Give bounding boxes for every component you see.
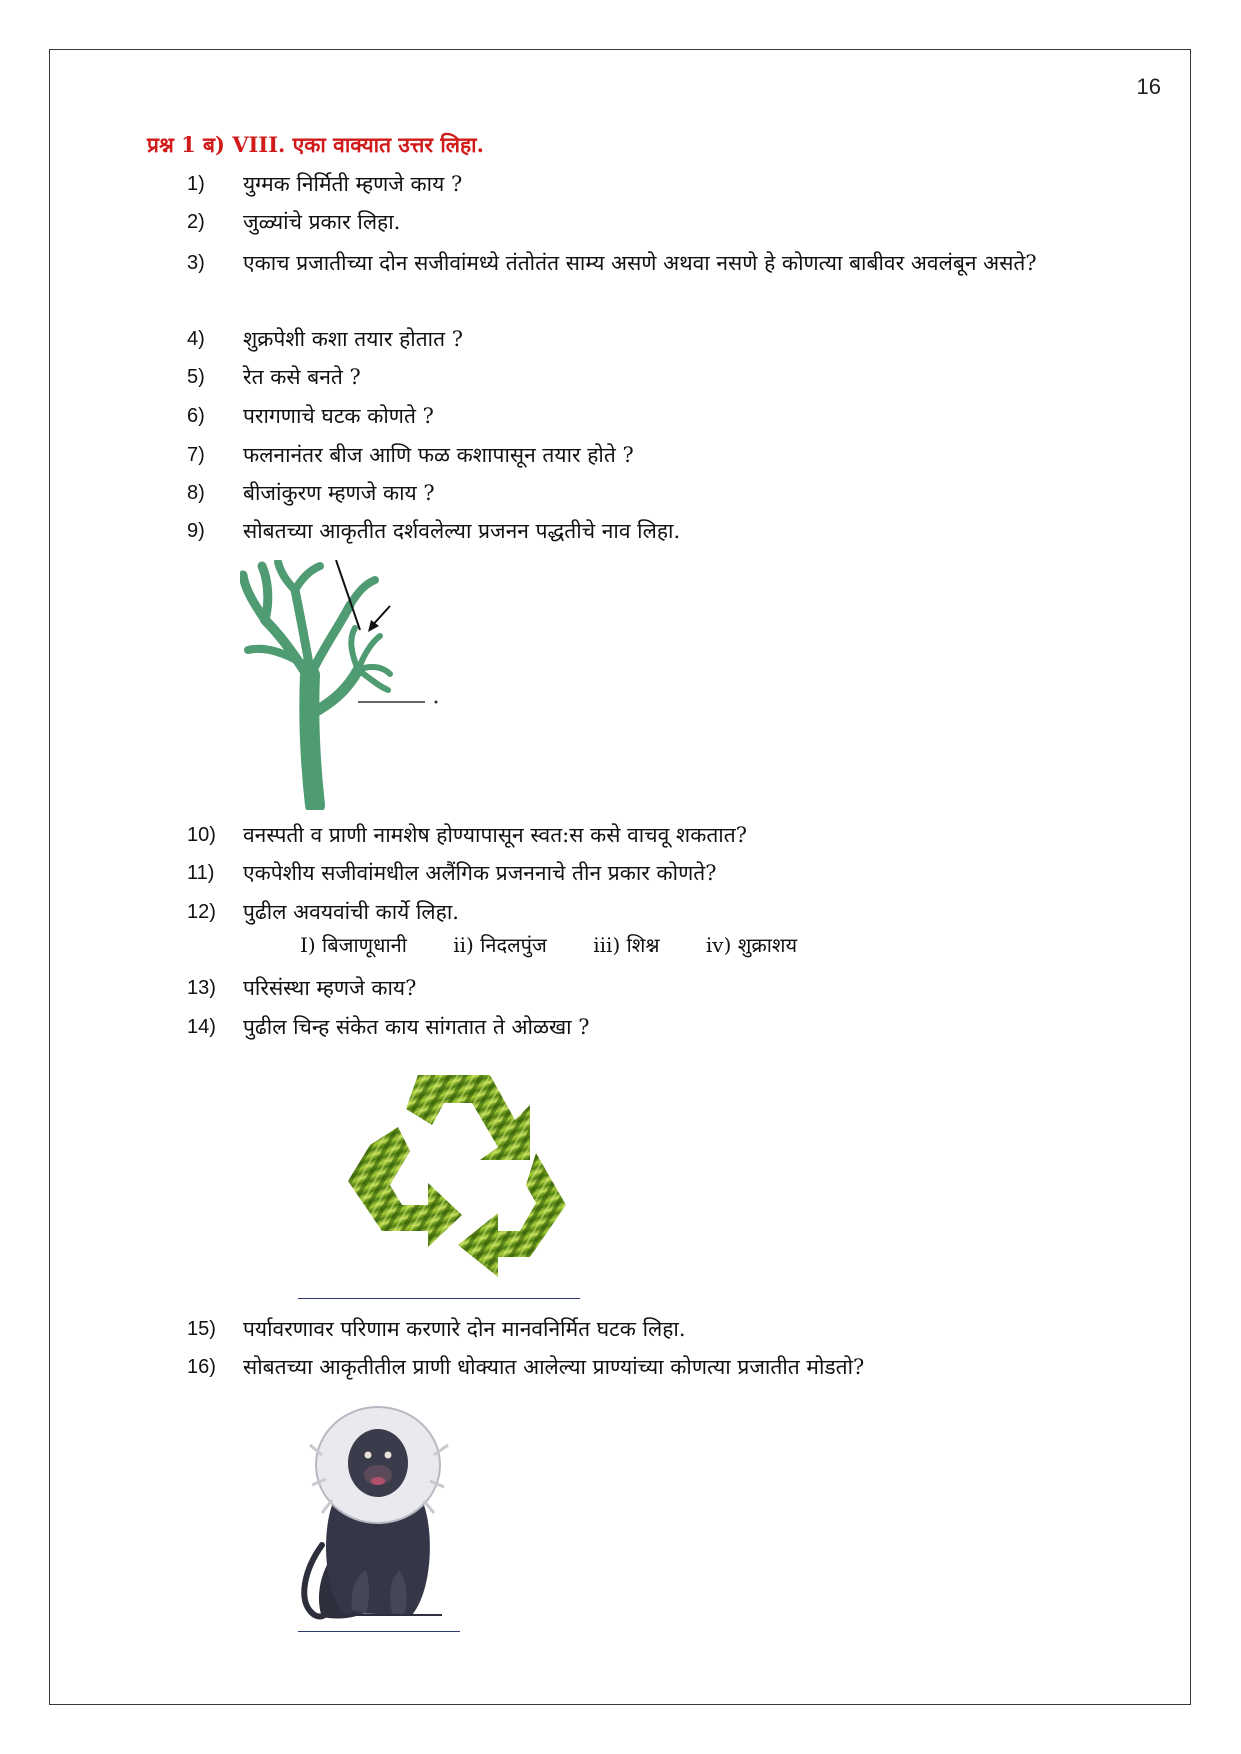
organ-item: I) बिजाणूधानी	[300, 933, 407, 957]
question-number: 12)	[187, 901, 216, 923]
question-text: परागणाचे घटक कोणते ?	[243, 404, 434, 428]
question-number: 1)	[187, 173, 205, 195]
question-text: बीजांकुरण म्हणजे काय ?	[243, 481, 435, 505]
question-text: रेत कसे बनते ?	[243, 365, 361, 389]
hydra-budding-illustration	[240, 560, 450, 810]
question-text: एकपेशीय सजीवांमधील अलैंगिक प्रजननाचे तीन प्रकार कोणते?	[243, 861, 717, 885]
question-text: एकाच प्रजातीच्या दोन सजीवांमध्ये तंतोतंत साम्य असणे अथवा नसणे हे कोणत्या बाबीवर अवलंबून असते?	[243, 251, 1037, 275]
question-number: 7)	[187, 444, 205, 466]
question-number: 16)	[187, 1356, 216, 1378]
question-number: 13)	[187, 977, 216, 999]
organ-item: iii) शिश्न	[593, 933, 660, 957]
question-number: 11)	[187, 862, 215, 884]
question-text: सोबतच्या आकृतीतील प्राणी धोक्यात आलेल्या प्राण्यांच्या कोणत्या प्रजातीत मोडतो?	[243, 1355, 865, 1379]
organ-item: iv) शुक्राशय	[705, 933, 798, 957]
organ-list	[300, 931, 837, 958]
question-text: पर्यावरणावर परिणाम करणारे दोन मानवनिर्मित घटक लिहा.	[243, 1317, 686, 1341]
lion-tailed-macaque-illustration	[292, 1395, 467, 1625]
answer-line	[298, 1298, 580, 1299]
organ-item: ii) निदलपुंज	[453, 933, 547, 957]
question-number: 6)	[187, 405, 205, 427]
question-number: 3)	[187, 252, 205, 274]
question-text: फलनानंतर बीज आणि फळ कशापासून तयार होते ?	[243, 443, 634, 467]
question-number: 14)	[187, 1016, 216, 1038]
question-number: 15)	[187, 1318, 216, 1340]
question-text: शुक्रपेशी कशा तयार होतात ?	[243, 327, 464, 351]
question-number: 9)	[187, 520, 205, 542]
recycle-symbol-illustration	[340, 1065, 580, 1285]
question-number: 10)	[187, 824, 216, 846]
question-number: 5)	[187, 366, 205, 388]
question-number: 8)	[187, 482, 205, 504]
question-text: वनस्पती व प्राणी नामशेष होण्यापासून स्वत:स कसे वाचवू शकतात?	[243, 823, 747, 847]
section-heading: प्रश्न 1 ब) VIII. एका वाक्यात उत्तर लिहा.	[147, 132, 484, 157]
question-number: 4)	[187, 328, 205, 350]
question-text: पुढील अवयवांची कार्ये लिहा.	[243, 900, 459, 924]
question-text: जुळ्यांचे प्रकार लिहा.	[243, 210, 401, 234]
page-number: 16	[1136, 74, 1161, 99]
answer-line	[298, 1631, 460, 1632]
question-text: सोबतच्या आकृतीत दर्शवलेल्या प्रजनन पद्धतीचे नाव लिहा.	[243, 519, 681, 543]
question-text: पुढील चिन्ह संकेत काय सांगतात ते ओळखा ?	[243, 1015, 590, 1039]
question-number: 2)	[187, 211, 205, 233]
question-text: युग्मक निर्मिती म्हणजे काय ?	[243, 172, 463, 196]
question-text: परिसंस्था म्हणजे काय?	[243, 976, 417, 1000]
